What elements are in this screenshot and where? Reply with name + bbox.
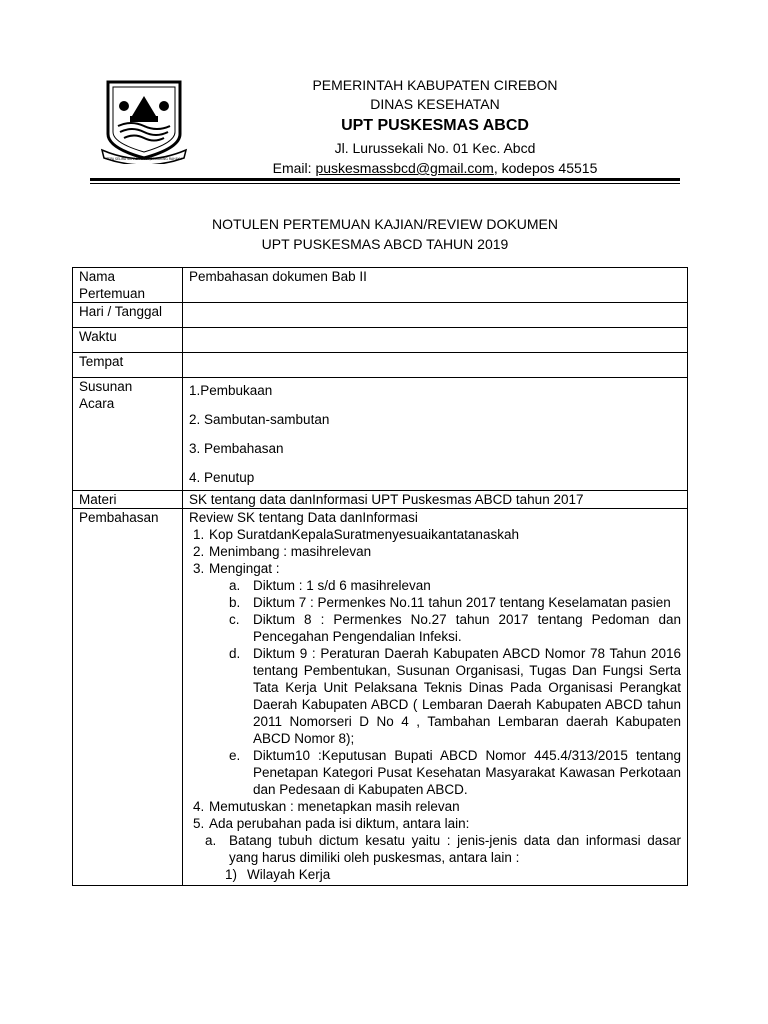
email-link[interactable]: puskesmassbcd@gmail.com [315, 160, 494, 176]
table-row [73, 491, 688, 509]
list-item: 1. Kop SuratdanKepalaSuratmenyesuaikantatanaskah [193, 527, 519, 542]
perubahan-sub-list [189, 866, 681, 883]
minutes-table [72, 267, 688, 886]
value-nama-pertemuan: Pembahasan dokumen Bab II [183, 268, 688, 303]
list-item: 2. Menimbang : masihrelevan [193, 544, 372, 559]
letterhead [200, 76, 670, 178]
label-susunan-acara: Susunan Acara [73, 378, 183, 491]
acara-item: 2. Sambutan-sambutan [189, 412, 330, 427]
pembahasan-list [189, 526, 681, 577]
document-title: NOTULEN PERTEMUAN KAJIAN/REVIEW DOKUMEN UPT PUSKESMAS ABCD TAHUN 2019 [212, 216, 558, 252]
label-nama-pertemuan: Nama Pertemuan [73, 268, 183, 303]
header-divider-thin [90, 183, 680, 184]
label-hari-tanggal: Hari / Tanggal [73, 303, 183, 328]
label-pembahasan: Pembahasan [73, 509, 183, 886]
contact-line: Email: puskesmassbcd@gmail.com, kodepos 45515 [272, 160, 598, 176]
list-item: 5. Ada perubahan pada isi diktum, antara lain: [193, 816, 470, 831]
list-item: e. Diktum10 :Keputusan Bupati ABCD Nomor 445.4/313/2015 tentang Penetapan Kategori Pusat Kesehatan Masyarakat Kawasan Perkotaan dan Pedesaan di Kabupaten ABCD. [229, 748, 681, 797]
acara-item: 4. Penutup [189, 470, 255, 485]
list-item: 4. Memutuskan : menetapkan masih relevan [193, 799, 460, 814]
organization-name: UPT PUSKESMAS ABCD [341, 117, 529, 134]
mengingat-list [189, 577, 681, 798]
table-row [73, 353, 688, 378]
list-item: a. Batang tubuh dictum kesatu yaitu : jenis-jenis data dan informasi dasar yang harus dimiliki oleh puskesmas, antara lain : [205, 833, 681, 865]
svg-text:TEPA SELIRA SARASA BUDI JEMBAR: TEPA SELIRA SARASA BUDI JEMBARING RAHAYU [106, 157, 182, 161]
table-row [73, 328, 688, 353]
value-materi: SK tentang data danInformasi UPT Puskesmas ABCD tahun 2017 [183, 491, 688, 509]
acara-item: 3. Pembahasan [189, 441, 284, 456]
list-item: a. Diktum : 1 s/d 6 masihrelevan [229, 578, 431, 593]
list-item: d. Diktum 9 : Peraturan Daerah Kabupaten ABCD Nomor 78 Tahun 2016 tentang Pembentukan, Susunan Organisasi, Tugas Dan Fungsi Serta Tata Kerja Unit Pelaksana Teknis Dinas Pada Organisasi Perangkat Daerah Kabupaten ABCD ( Lembaran Daerah Kabupaten ABCD tahun 2011 Nomorseri D No 4 , Tambahan Lembaran daerah Kabupaten ABCD Nomor 8); [229, 646, 681, 746]
label-materi: Materi [73, 491, 183, 509]
list-item: 3. Mengingat : [193, 561, 280, 576]
label-tempat: Tempat [73, 353, 183, 378]
value-pembahasan [183, 509, 688, 886]
table-row [73, 509, 688, 886]
value-hari-tanggal [183, 303, 688, 328]
value-waktu [183, 328, 688, 353]
cirebon-emblem-logo [100, 76, 188, 164]
label-waktu: Waktu [73, 328, 183, 353]
table-row [73, 378, 688, 491]
value-susunan-acara [183, 378, 688, 491]
pembahasan-list-continued [189, 798, 681, 832]
pembahasan-intro: Review SK tentang Data danInformasi [189, 510, 418, 525]
list-item: c. Diktum 8 : Permenkes No.27 tahun 2017 tentang Pedoman dan Pencegahan Pengendalian Infeksi. [229, 612, 681, 644]
department-name: DINAS KESEHATAN [370, 96, 500, 112]
government-name: PEMERINTAH KABUPATEN CIREBON [312, 77, 558, 93]
list-item: b. Diktum 7 : Permenkes No.11 tahun 2017 tentang Keselamatan pasien [229, 595, 671, 610]
list-item: 1) Wilayah Kerja [225, 867, 331, 882]
table-row [73, 303, 688, 328]
perubahan-list [189, 832, 681, 866]
table-row [73, 268, 688, 303]
header-divider-thick [90, 178, 680, 181]
value-tempat [183, 353, 688, 378]
acara-item: 1.Pembukaan [189, 383, 273, 398]
address: Jl. Lurussekali No. 01 Kec. Abcd [334, 140, 536, 156]
